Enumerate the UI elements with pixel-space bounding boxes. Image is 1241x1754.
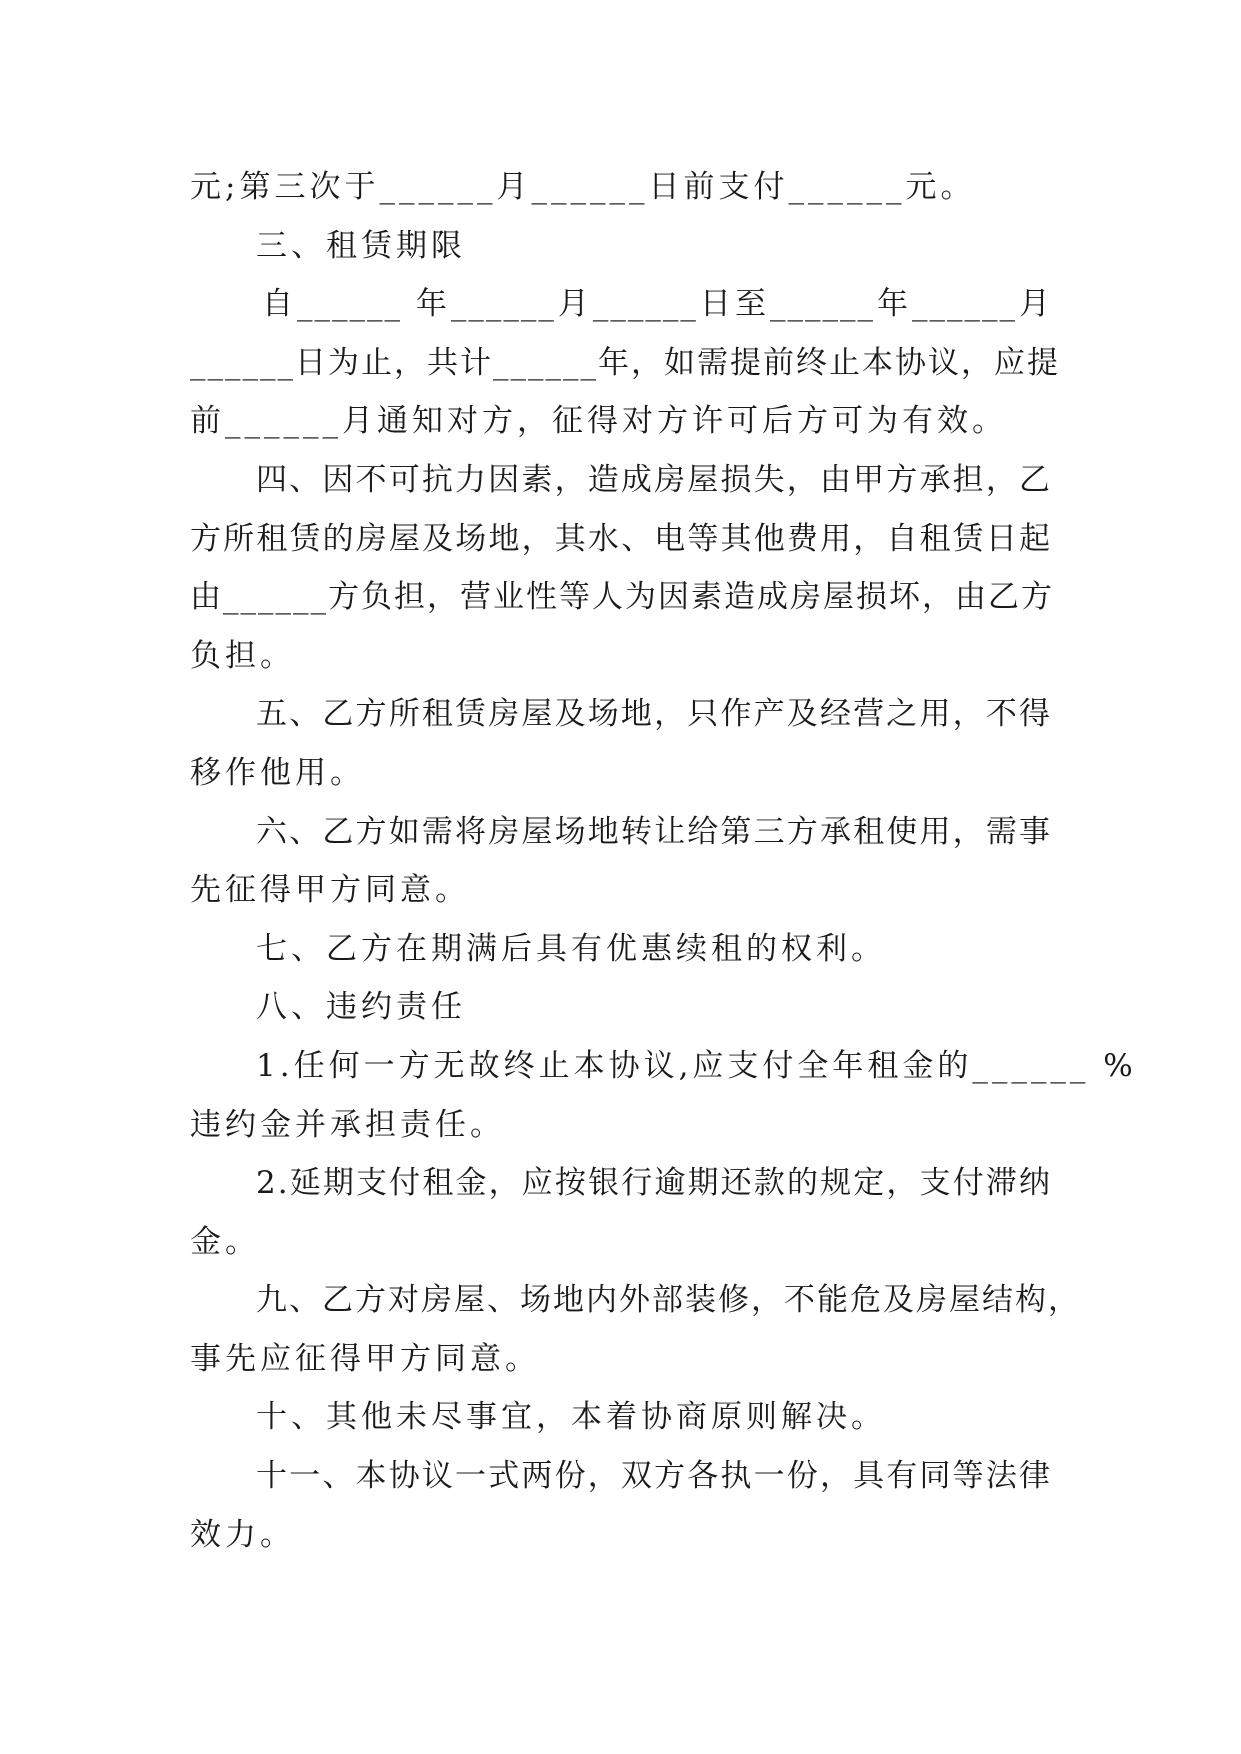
lease-term-duration-line: ______日为止，共计______年，如需提前终止本协议，应提 xyxy=(190,344,1060,381)
clause-four-line-1: 四、因不可抗力因素，造成房屋损失，由甲方承担，乙 xyxy=(256,461,1052,498)
breach-item-1-line-1: 1.任何一方无故终止本协议,应支付全年租金的______ % xyxy=(256,1047,1137,1084)
clause-five-line-1: 五、乙方所租赁房屋及场地，只作产及经营之用，不得 xyxy=(256,696,1052,733)
section-heading-breach-liability: 八、违约责任 xyxy=(256,989,466,1026)
section-heading-lease-term: 三、租赁期限 xyxy=(256,227,466,264)
contract-body xyxy=(190,158,1137,1564)
lease-term-dates-line: 自______ 年______月______日至______年______月 xyxy=(262,286,1052,323)
clause-four-line-4: 负担。 xyxy=(190,637,295,674)
clause-nine-line-2: 事先应征得甲方同意。 xyxy=(190,1340,540,1377)
clause-five-line-2: 移作他用。 xyxy=(190,754,365,791)
breach-item-1-line-2: 违约金并承担责任。 xyxy=(190,1106,505,1143)
payment-third-installment-line: 元;第三次于______月______日前支付______元。 xyxy=(190,169,976,205)
breach-item-2-line-2: 金。 xyxy=(190,1223,260,1260)
clause-six-line-2: 先征得甲方同意。 xyxy=(190,872,470,909)
clause-nine-line-1: 九、乙方对房屋、场地内外部装修，不能危及房屋结构， xyxy=(256,1282,1081,1319)
clause-four-line-3: 由______方负担，营业性等人为因素造成房屋损坏，由乙方 xyxy=(190,579,1054,616)
clause-ten: 十、其他未尽事宜，本着协商原则解决。 xyxy=(256,1399,886,1436)
clause-six-line-1: 六、乙方如需将房屋场地转让给第三方承租使用，需事 xyxy=(256,813,1052,850)
clause-seven: 七、乙方在期满后具有优惠续租的权利。 xyxy=(256,930,886,967)
clause-eleven-line-2: 效力。 xyxy=(190,1516,295,1553)
clause-eleven-line-1: 十一、本协议一式两份，双方各执一份，具有同等法律 xyxy=(256,1458,1052,1495)
clause-four-line-2: 方所租赁的房屋及场地，其水、电等其他费用，自租赁日起 xyxy=(190,520,1052,557)
breach-item-2-line-1: 2.延期支付租金，应按银行逾期还款的规定，支付滞纳 xyxy=(256,1165,1052,1202)
lease-term-notice-line: 前______月通知对方，征得对方许可后方可为有效。 xyxy=(190,403,1007,440)
